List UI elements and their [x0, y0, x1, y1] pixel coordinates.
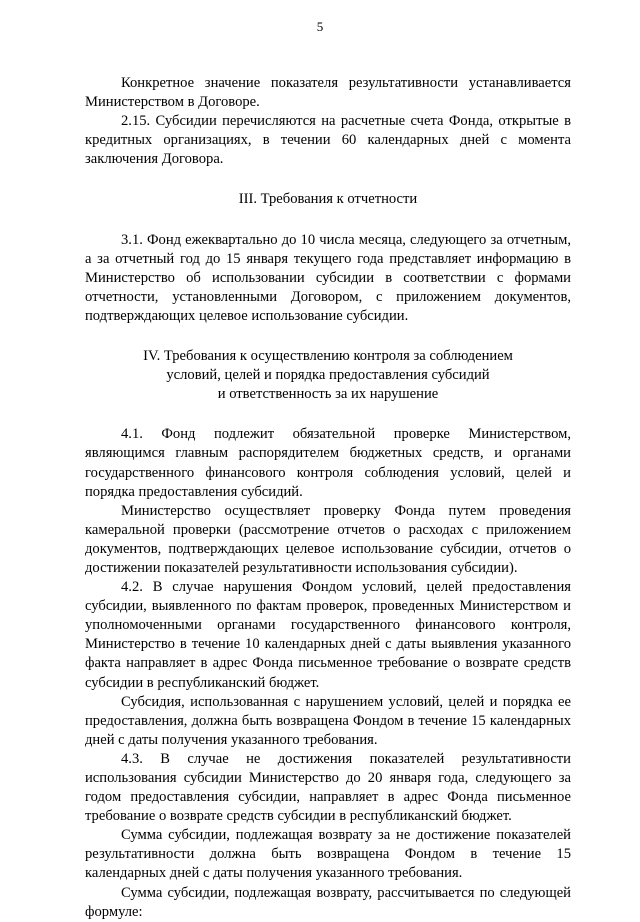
paragraph-return-amount: Сумма субсидии, подлежащая возврату за не достижение показателей результативности должна быть возвращена Фондом в течение 15 календарных дней с даты получения указанного требования.	[85, 827, 571, 882]
paragraph-indicator-value: Конкретное значение показателя результативности устанавливается Министерством в Договоре.	[85, 75, 571, 111]
document-body	[85, 74, 571, 922]
paragraph-ministry-check: Министерство осуществляет проверку Фонда путем проведения камеральной проверки (рассмотрение отчетов о расходах с приложением документов, подтверждающих целевое использование субсидии, отчетов о достижении показателей результативности использования субсидии).	[85, 502, 571, 576]
section-3-heading: III. Требования к отчетности	[238, 191, 418, 208]
paragraph-4-2: 4.2. В случае нарушения Фондом условий, целей предоставления субсидии, выявленного по фактам проверок, проведенных Министерством и уполномоченными органами государственного финансового контроля, Министерство в течение 10 календарных дней с даты выявления указанного факта направляет в адрес Фонда письменное требование о возврате средств субсидии в республиканский бюджет.	[85, 579, 571, 691]
paragraph-4-3: 4.3. В случае не достижения показателей результативности использования субсидии Министерство до 20 января года, следующего за годом предоставления субсидии, направляет в адрес Фонда письменное требование о возврате средств субсидии в республиканский бюджет.	[85, 750, 571, 825]
paragraph-3-1: 3.1. Фонд ежеквартально до 10 числа месяца, следующего за отчетным, а за отчетный год до 15 января текущего года представляет информацию в Министерство об использовании субсидии в соответствии с формами отчетности, установленными Договором, с приложением документов, подтверждающих целевое использование субсидии.	[85, 231, 571, 324]
page-number: 5	[316, 19, 324, 34]
section-4-heading-line-3: и ответственность за их нарушение	[217, 386, 439, 403]
section-4-heading-line-1: IV. Требования к осуществлению контроля за соблюдением	[143, 348, 513, 365]
paragraph-4-1: 4.1. Фонд подлежит обязательной проверке Министерством, являющимся главным распорядителем бюджетных средств, и органами государственного финансового контроля соблюдения условий, целей и порядка предоставления субсидий.	[85, 426, 571, 500]
paragraph-2-15: 2.15. Субсидии перечисляются на расчетные счета Фонда, открытые в кредитных организациях, в течении 60 календарных дней с момента заключения Договора.	[85, 113, 571, 168]
section-4-heading	[85, 347, 571, 404]
paragraph-formula-intro: Сумма субсидии, подлежащая возврату, рассчитывается по следующей формуле:	[85, 884, 571, 920]
paragraph-subsidy-return: Субсидия, использованная с нарушением условий, целей и порядка ее предоставления, должна быть возвращена Фондом в течение 15 календарных дней с даты получения указанного требования.	[85, 693, 571, 748]
section-4-heading-line-2: условий, целей и порядка предоставления субсидий	[166, 367, 490, 384]
